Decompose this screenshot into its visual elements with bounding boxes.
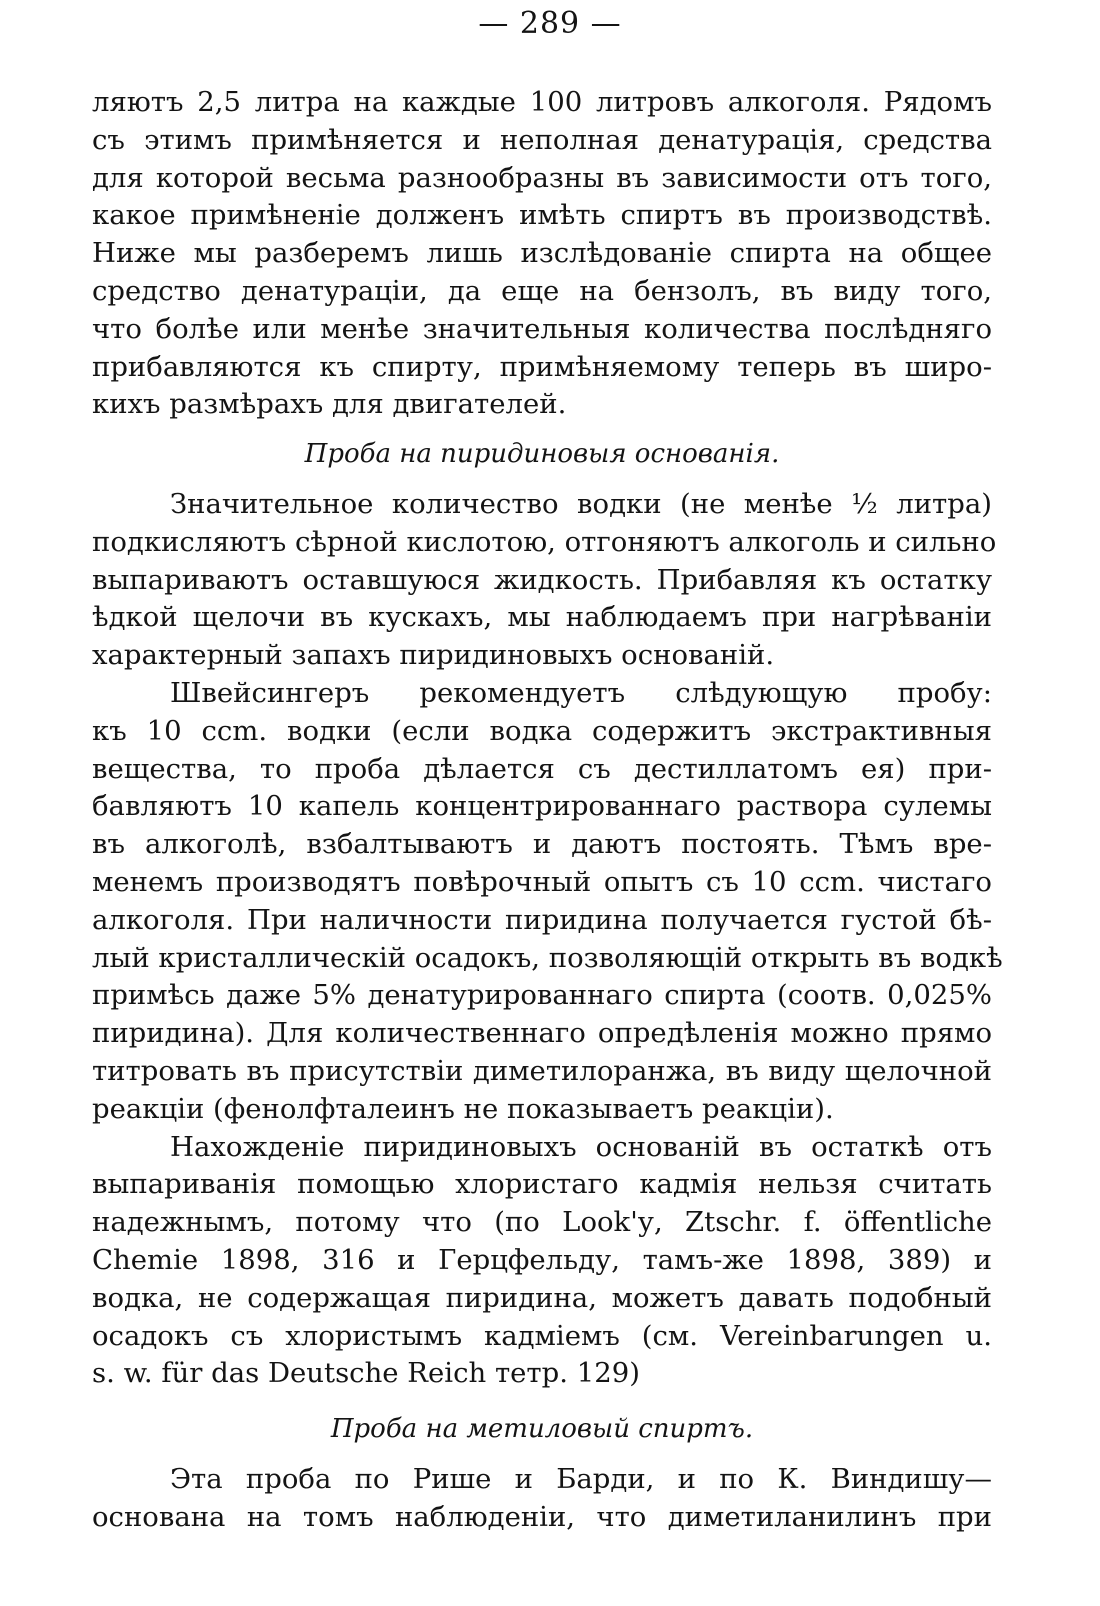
text-line: ляютъ 2,5 литра на каждые 100 литровъ алкоголя. Рядомъ xyxy=(92,86,992,118)
text-line: Значительное количество водки (не менѣе ½ литра) xyxy=(170,487,992,520)
text-line: алкоголя. При наличности пиридина получается густой бѣ- xyxy=(92,903,992,936)
spacer xyxy=(92,474,992,486)
text-line: прибавляются къ спирту, примѣняемому теперь въ широ- xyxy=(92,350,992,383)
text-line: Ниже мы разберемъ лишь изслѣдованіе спирта на общее xyxy=(92,237,992,270)
text-line: въ алкоголѣ, взбалтываютъ и даютъ постоять. Тѣмъ вре- xyxy=(92,828,992,861)
text-line: реакціи (фенолфталеинъ не показываетъ реакціи). xyxy=(92,1092,834,1125)
body-text xyxy=(92,84,1003,1536)
text-line: s. w. für das Deutsche Reich тетр. 129) xyxy=(92,1357,640,1390)
paragraph xyxy=(92,1129,992,1394)
paragraph xyxy=(92,486,997,675)
text-line: осадокъ съ хлористымъ кадміемъ (см. Vereinbarungen u. xyxy=(92,1319,992,1352)
text-line: лый кристаллическій осадокъ, позволяющій открыть въ водкѣ xyxy=(92,941,1003,974)
text-line: вещества, то проба дѣлается съ дестиллатомъ ея) при- xyxy=(92,752,992,785)
paragraph xyxy=(92,1461,992,1537)
text-line: менемъ производятъ повѣрочный опытъ съ 10 ccm. чистаго xyxy=(92,865,992,898)
spacer xyxy=(92,1449,992,1461)
spacer xyxy=(92,424,992,436)
paragraph xyxy=(92,84,992,424)
text-line: подкисляютъ сѣрной кислотою, отгоняютъ алкоголь и сильно xyxy=(92,525,997,558)
text-line: къ 10 ccm. водки (если водка содержитъ экстрактивныя xyxy=(92,714,992,747)
page-number: — 289 — xyxy=(478,6,622,41)
text-line: Эта проба по Рише и Барди, и по К. Виндишу— xyxy=(170,1462,992,1495)
text-line: ѣдкой щелочи въ кускахъ, мы наблюдаемъ при нагрѣваніи xyxy=(92,601,992,634)
text-line: характерный запахъ пиридиновыхъ основаній. xyxy=(92,639,775,672)
text-line: для которой весьма разнообразны въ зависимости отъ того, xyxy=(92,161,992,194)
text-line: Нахожденіе пиридиновыхъ основаній въ остаткѣ отъ xyxy=(170,1130,992,1163)
text-line: съ этимъ примѣняется и неполная денатурація, средства xyxy=(92,123,992,156)
text-line: выпариваютъ оставшуюся жидкость. Прибавляя къ остатку xyxy=(92,563,992,596)
text-line: бавляютъ 10 капель концентрированнаго раствора сулемы xyxy=(92,790,992,823)
text-line: примѣсь даже 5% денатурированнаго спирта (соотв. 0,025% xyxy=(92,979,992,1012)
text-line: титровать въ присутствіи диметилоранжа, въ виду щелочной xyxy=(92,1054,992,1087)
text-line: надежнымъ, потому что (по Look'у, Ztschr. f. öffentliche xyxy=(92,1206,992,1239)
text-line: Швейсингеръ рекомендуетъ слѣдующую пробу: xyxy=(170,676,992,709)
section-heading: Проба на метиловый спиртъ. xyxy=(330,1414,754,1445)
text-line: водка, не содержащая пиридина, можетъ давать подобный xyxy=(92,1281,992,1314)
paragraph xyxy=(92,675,1003,1129)
text-line: какое примѣненіе долженъ имѣть спиртъ въ производствѣ. xyxy=(92,199,992,232)
text-line: Chemie 1898, 316 и Герцфельду, тамъ-же 1898, 389) и xyxy=(92,1243,992,1276)
text-line: пиридина). Для количественнаго опредѣленія можно прямо xyxy=(92,1017,992,1050)
text-line: что болѣе или менѣе значительныя количества послѣдняго xyxy=(92,312,992,345)
text-line: основана на томъ наблюденіи, что диметиланилинъ при xyxy=(92,1500,992,1533)
text-line: выпариванія помощью хлористаго кадмія нельзя считать xyxy=(92,1168,992,1201)
text-line: кихъ размѣрахъ для двигателей. xyxy=(92,388,567,421)
section-heading: Проба на пиридиновыя основанія. xyxy=(304,439,780,470)
text-line: средство денатураціи, да еще на бензолъ, въ виду того, xyxy=(92,274,992,307)
spacer xyxy=(92,1393,992,1411)
